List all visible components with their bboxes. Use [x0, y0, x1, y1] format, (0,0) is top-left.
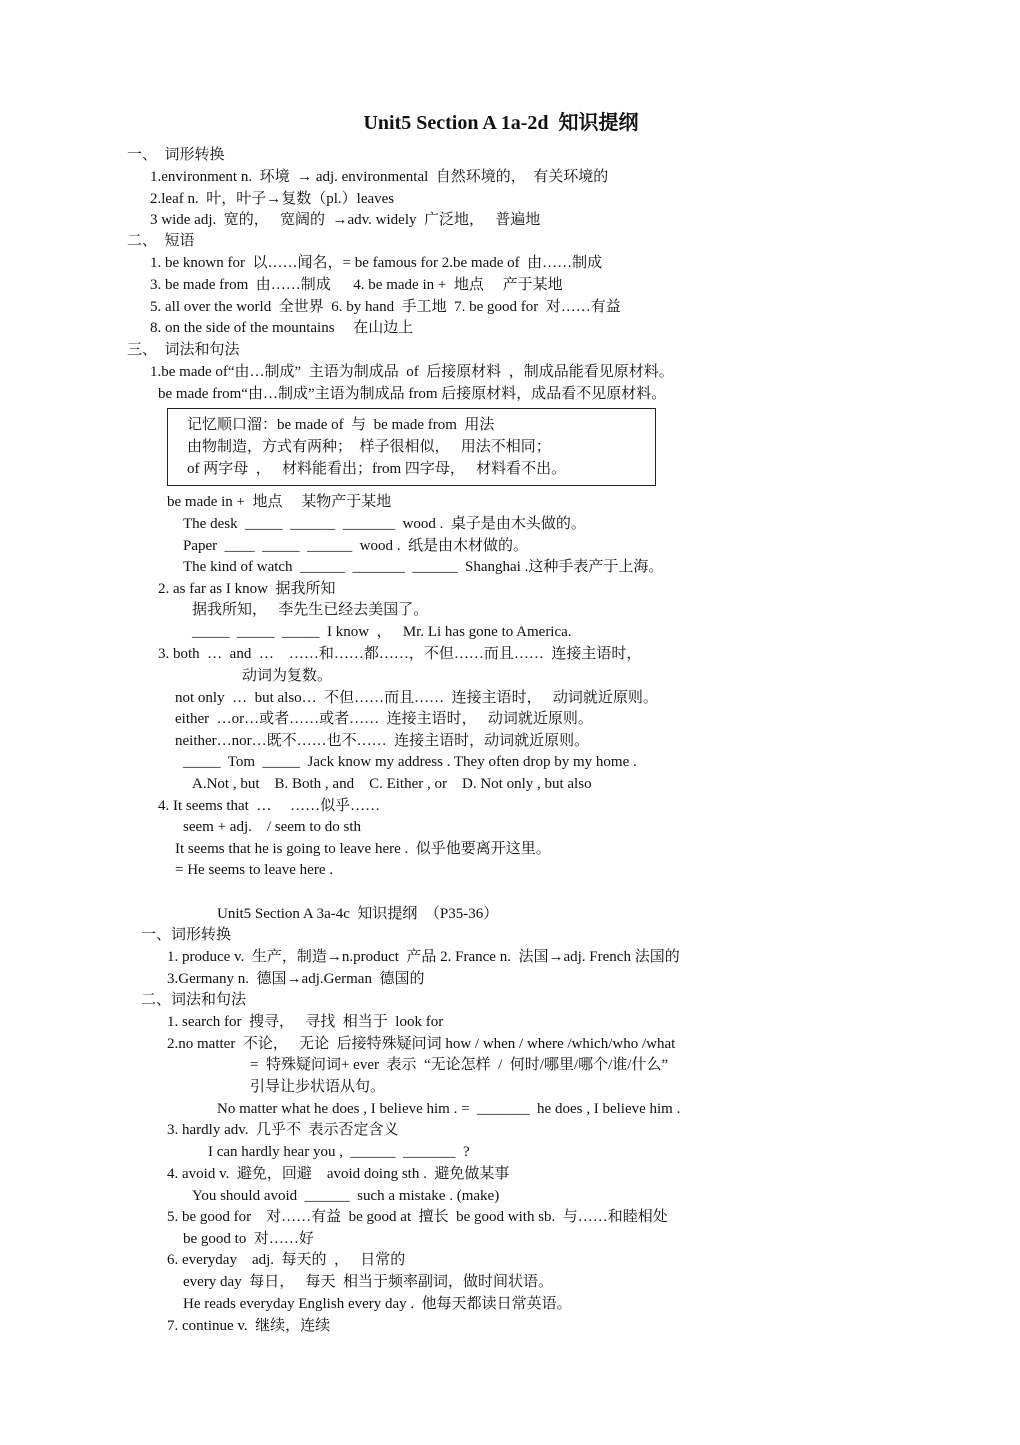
- text-line: 4. It seems that … ……似乎……: [158, 798, 381, 814]
- text-line: 2.no matter 不论， 无论 后接特殊疑问词 how / when / where /which/who /what: [167, 1036, 676, 1052]
- text-line: No matter what he does , I believe him . = _______ he does , I believe him .: [217, 1101, 681, 1117]
- text-line: A.Not , but B. Both , and C. Either , or D. Not only , but also: [192, 776, 592, 792]
- text-line: The kind of watch ______ _______ ______ Shanghai .这种手表产于上海。: [183, 559, 664, 575]
- text-line: 3. hardly adv. 几乎不 表示否定含义: [167, 1122, 399, 1138]
- text-line: every day 每日， 每天 相当于频率副词，做时间状语。: [183, 1274, 553, 1290]
- text-line: 1. be known for 以……闻名，= be famous for 2.be made of 由……制成: [150, 255, 603, 271]
- section-heading: 二、 短语: [127, 233, 195, 249]
- text-line: 动词为复数。: [242, 668, 333, 684]
- text-line: 2. as far as I know 据我所知: [158, 581, 336, 597]
- section-heading: 三、 词法和句法: [127, 342, 240, 358]
- section-heading: 一、词形转换: [141, 927, 232, 943]
- text-line: 4. avoid v. 避免，回避 avoid doing sth . 避免做某事: [167, 1166, 510, 1182]
- text-line: It seems that he is going to leave here . 似乎他要离开这里。: [175, 841, 551, 857]
- text-line: be made from“由…制成”主语为制成品 from 后接原材料，成品看不见原材料。: [158, 386, 667, 402]
- text-line: 5. be good for 对……有益 be good at 擅长 be good with sb. 与……和睦相处: [167, 1209, 668, 1225]
- text-line: _____ Tom _____ Jack know my address . They often drop by my home .: [183, 754, 637, 770]
- text-line: 7. continue v. 继续，连续: [167, 1318, 331, 1334]
- text-line: be good to 对……好: [183, 1231, 314, 1247]
- text-line: = 特殊疑问词+ ever 表示 “无论怎样 / 何时/哪里/哪个/谁/什么”: [250, 1057, 669, 1073]
- text-line: _____ _____ _____ I know ， Mr. Li has gone to America.: [192, 624, 572, 640]
- text-line: 2.leaf n. 叶，叶子→复数（pl.）leaves: [150, 191, 395, 207]
- text-line: 1.environment n. 环境 → adj. environmental 自然环境的， 有关环境的: [150, 169, 609, 185]
- text-line: seem + adj. / seem to do sth: [183, 819, 362, 835]
- text-line: I can hardly hear you , ______ _______ ?: [208, 1144, 470, 1160]
- section-heading: 二、词法和句法: [141, 992, 247, 1008]
- text-line: 5. all over the world 全世界 6. by hand 手工地 7. be good for 对……有益: [150, 299, 621, 315]
- text-line: 3. be made from 由……制成 4. be made in + 地点 产于某地: [150, 277, 563, 293]
- text-line: 1.be made of“由…制成” 主语为制成品 of 后接原材料 ，制成品能看见原材料。: [150, 364, 674, 380]
- text-line: Paper ____ _____ ______ wood . 纸是由木材做的。: [183, 538, 528, 554]
- text-line: You should avoid ______ such a mistake . (make): [192, 1188, 500, 1204]
- text-line: 1. produce v. 生产，制造→n.product 产品 2. France n. 法国→adj. French 法国的: [167, 949, 680, 965]
- text-line: either …or…或者……或者…… 连接主语时， 动词就近原则。: [175, 711, 593, 727]
- text-line: 引导让步状语从句。: [250, 1079, 386, 1095]
- text-line: 3.Germany n. 德国→adj.German 德国的: [167, 971, 425, 987]
- text-line: 8. on the side of the mountains 在山边上: [150, 320, 414, 336]
- text-line: = He seems to leave here .: [175, 862, 333, 878]
- text-line: 6. everyday adj. 每天的 ， 日常的: [167, 1252, 406, 1268]
- subtitle: Unit5 Section A 3a-4c 知识提纲 （P35-36）: [217, 906, 499, 922]
- text-line: The desk _____ ______ _______ wood . 桌子是由木头做的。: [183, 516, 586, 532]
- text-line: 3 wide adj. 宽的， 宽阔的 →adv. widely 广泛地， 普遍地: [150, 212, 541, 228]
- section-heading: 一、 词形转换: [127, 147, 225, 163]
- box-line: of 两字母 ， 材料能看出；from 四字母， 材料看不出。: [187, 461, 567, 477]
- box-line: 由物制造，方式有两种； 样子很相似， 用法不相同；: [187, 439, 551, 455]
- text-line: neither…nor…既不……也不…… 连接主语时，动词就近原则。: [175, 733, 590, 749]
- text-line: 据我所知， 李先生已经去美国了。: [192, 602, 429, 618]
- page-title: Unit5 Section A 1a-2d 知识提纲: [363, 112, 639, 134]
- text-line: be made in + 地点 某物产于某地: [167, 494, 392, 510]
- text-line: not only … but also… 不但……而且…… 连接主语时， 动词就近原则。: [175, 690, 658, 706]
- box-line: 记忆顺口溜：be made of 与 be made from 用法: [187, 417, 495, 433]
- text-line: He reads everyday English every day . 他每天都读日常英语。: [183, 1296, 572, 1312]
- text-line: 1. search for 搜寻， 寻找 相当于 look for: [167, 1014, 444, 1030]
- text-line: 3. both … and … ……和……都……，不但……而且…… 连接主语时，: [158, 646, 642, 662]
